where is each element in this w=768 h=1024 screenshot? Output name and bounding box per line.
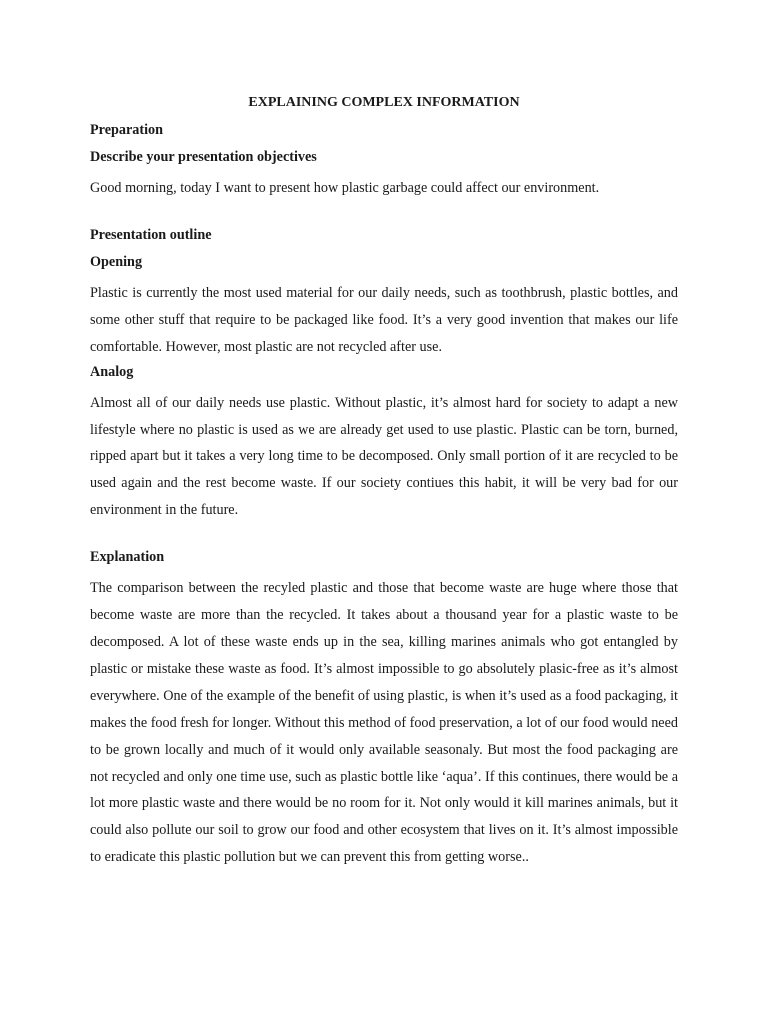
document-body bbox=[90, 94, 678, 871]
analog-paragraph: Almost all of our daily needs use plastic. Without plastic, it’s almost hard for society to adapt a new lifestyle where no plastic is used as we are already get used to use plastic. Plastic can be torn, burned, ripped apart but it takes a very long time to be decomposed. Only small portion of it are recycled to be used again and the rest become waste. If our society contiues this habit, it will be very bad for our environment in the future. bbox=[90, 394, 678, 519]
objectives-paragraph: Good morning, today I want to present how plastic garbage could affect our environment. bbox=[90, 180, 600, 196]
document-title: EXPLAINING COMPLEX INFORMATION bbox=[248, 95, 520, 110]
analog-heading: Analog bbox=[90, 363, 134, 380]
spacer bbox=[90, 202, 678, 226]
spacer bbox=[90, 524, 678, 548]
opening-paragraph: Plastic is currently the most used material for our daily needs, such as toothbrush, plastic bottles, and some other stuff that require to be packaged like food. It’s a very good invention that makes our life comfortable. However, most plastic are not recycled after use. bbox=[90, 284, 678, 355]
outline-heading: Presentation outline bbox=[90, 226, 212, 243]
preparation-heading: Preparation bbox=[90, 122, 164, 138]
explanation-paragraph: The comparison between the recyled plastic and those that become waste are huge where those that become waste are more than the recycled. It takes about a thousand year for a plastic waste to be decomposed. A lot of these waste ends up in the sea, killing marines animals who got entangled by plastic or mistake these waste as food. It’s almost impossible to go absolutely plasic-free as it’s almost everywhere. One of the example of the benefit of using plastic, is when it’s used as a food packaging, it makes the food fresh for longer. Without this method of food preservation, a lot of our food would need to be grown locally and much of it would only available seasonaly. But most the food packaging are not recycled and only one time use, such as plastic bottle like ‘aqua’. If this continues, there would be a lot more plastic waste and there would be no room for it. Not only would it kill marines animals, but it could also pollute our soil to grow our food and other ecosystem that lives on it. It’s almost impossible to eradicate this plastic pollution but we can prevent this from getting worse.. bbox=[90, 580, 678, 866]
objectives-heading: Describe your presentation objectives bbox=[90, 149, 317, 165]
opening-heading: Opening bbox=[90, 253, 143, 270]
explanation-heading: Explanation bbox=[90, 549, 165, 566]
